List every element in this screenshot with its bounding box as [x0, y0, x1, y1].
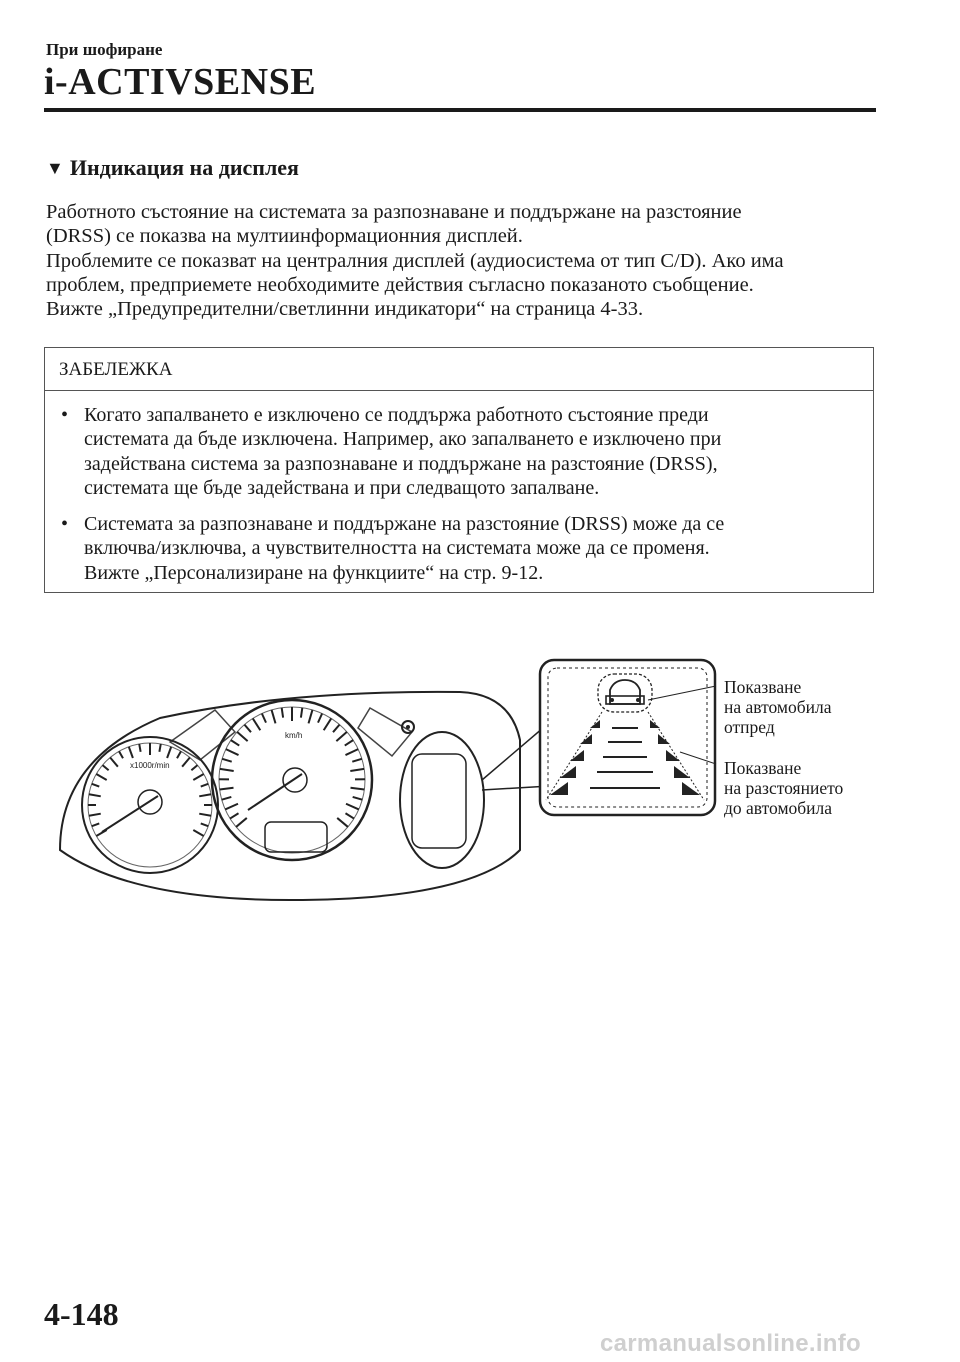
note-title: ЗАБЕЛЕЖКА — [45, 348, 873, 391]
gauge-tick — [350, 788, 364, 790]
note-line: системата ще бъде задействана и при следващото запалване. — [84, 476, 600, 499]
gauge-tick — [282, 708, 283, 718]
note-box — [44, 347, 874, 593]
gauge-tick — [345, 740, 353, 745]
gauge-tick — [345, 813, 353, 818]
section-label: При шофиране — [46, 40, 163, 59]
tachometer — [82, 737, 218, 873]
gauge-tick — [139, 744, 140, 752]
gauge-tick — [309, 710, 313, 723]
body-line: Работното състояние на системата за разпознаване и поддържане на разстояние — [46, 201, 742, 223]
note-list — [45, 403, 873, 585]
gauge-tick — [333, 725, 340, 733]
multi-information-display — [400, 721, 484, 868]
odometer-window — [265, 822, 327, 852]
tach-unit-label: x1000r/min — [130, 761, 170, 770]
gauge-tick — [222, 759, 232, 762]
speedo-unit-label: km/h — [285, 731, 303, 740]
callout-line: до автомобила — [724, 798, 833, 818]
gauge-tick — [167, 747, 171, 758]
body-line: Проблемите се показват на централния дисплей (аудиосистема от тип C/D). Ако има — [46, 249, 784, 272]
body-line: Вижте „Предупредителни/светлинни индикатори“ на страница 4-33. — [46, 298, 644, 321]
chapter-title: i-ACTIVSENSE — [44, 61, 317, 103]
gauge-tick — [262, 714, 266, 723]
callout-vehicle-ahead — [724, 677, 832, 737]
watermark: carmanualsonline.info — [600, 1330, 862, 1357]
gauge-tick — [220, 788, 234, 790]
gauge-tick — [193, 830, 203, 836]
gauge-tick — [199, 814, 211, 816]
page-number: 4-148 — [44, 1296, 119, 1332]
note-line: Вижте „Персонализиране на функциите“ на стр. 9-12. — [84, 561, 544, 584]
gauge-tick — [350, 769, 364, 771]
gauge-tick — [236, 818, 247, 827]
body-paragraph — [46, 200, 886, 321]
gauge-tick — [129, 747, 133, 758]
speedometer — [212, 700, 372, 860]
callout-line: Показване — [724, 758, 802, 778]
gauge-tick — [244, 725, 251, 733]
gauge-tick — [89, 814, 101, 816]
note-item — [45, 512, 873, 585]
drss-display-zoom — [540, 660, 715, 815]
gauge-tick — [92, 823, 100, 826]
callout-line: на автомобила — [724, 697, 832, 717]
gauge-tick — [301, 708, 302, 718]
gauge-tick — [352, 759, 362, 762]
gauge-tick — [353, 797, 363, 800]
gauge-tick — [237, 732, 248, 741]
gauge-tick — [89, 794, 101, 796]
gauge-tick — [220, 769, 234, 771]
bullet-icon: • — [61, 404, 69, 426]
gauge-tick — [324, 718, 332, 730]
gauge-tick — [177, 751, 181, 758]
gauge-tick — [201, 823, 209, 826]
callout-line: Показване — [724, 677, 802, 697]
gauge-tick — [159, 744, 160, 752]
note-line: Когато запалването е изключено се поддържа работното състояние преди — [84, 404, 709, 426]
triangle-marker-icon: ▼ — [46, 157, 64, 178]
gauge-tick — [103, 765, 109, 770]
gauge-tick — [253, 718, 261, 730]
gauge-tick — [230, 813, 238, 818]
gauge-tick — [182, 758, 190, 767]
gauge-tick — [272, 710, 276, 723]
gauge-tick — [231, 740, 239, 745]
gauge-tick — [119, 751, 123, 758]
gauge-tick — [345, 749, 358, 755]
gauge-tick — [92, 784, 100, 787]
gauge-tick — [346, 804, 359, 810]
header-rule — [44, 108, 876, 112]
subheading-text: Индикация на дисплея — [69, 155, 299, 180]
body-line: проблем, предприемете необходимите действия съгласно показаното съобщение. — [46, 273, 754, 296]
gauge-tick — [222, 797, 232, 800]
note-line: включва/изключва, а чувствителността на системата може да се променя. — [84, 537, 710, 560]
gauge-tick — [191, 765, 197, 770]
gauge-tick — [337, 818, 348, 827]
bullet-icon: • — [61, 513, 69, 536]
note-line: задействана система за разпознаване и поддържане на разстояние (DRSS), — [84, 452, 718, 475]
callout-line: отпред — [724, 717, 775, 737]
body-line: (DRSS) се показва на мултиинформационния дисплей. — [46, 225, 523, 248]
callout-line: на разстоянието — [724, 778, 844, 798]
gauge-tick — [225, 804, 238, 810]
gauge-tick — [110, 758, 118, 767]
gauge-tick — [336, 732, 347, 741]
gauge-tick — [193, 774, 203, 780]
note-item — [45, 403, 873, 500]
note-line: системата да бъде изключена. Например, ако запалването е изключено при — [84, 428, 722, 451]
gauge-tick — [199, 794, 211, 796]
callout-distance — [724, 758, 843, 818]
gauge-tick — [96, 774, 106, 780]
gauge-tick — [318, 714, 322, 723]
subheading — [46, 155, 299, 181]
gauge-tick — [201, 784, 209, 787]
note-line: Системата за разпознаване и поддържане на разстояние (DRSS) може да се — [84, 513, 725, 536]
gauge-tick — [226, 749, 239, 755]
